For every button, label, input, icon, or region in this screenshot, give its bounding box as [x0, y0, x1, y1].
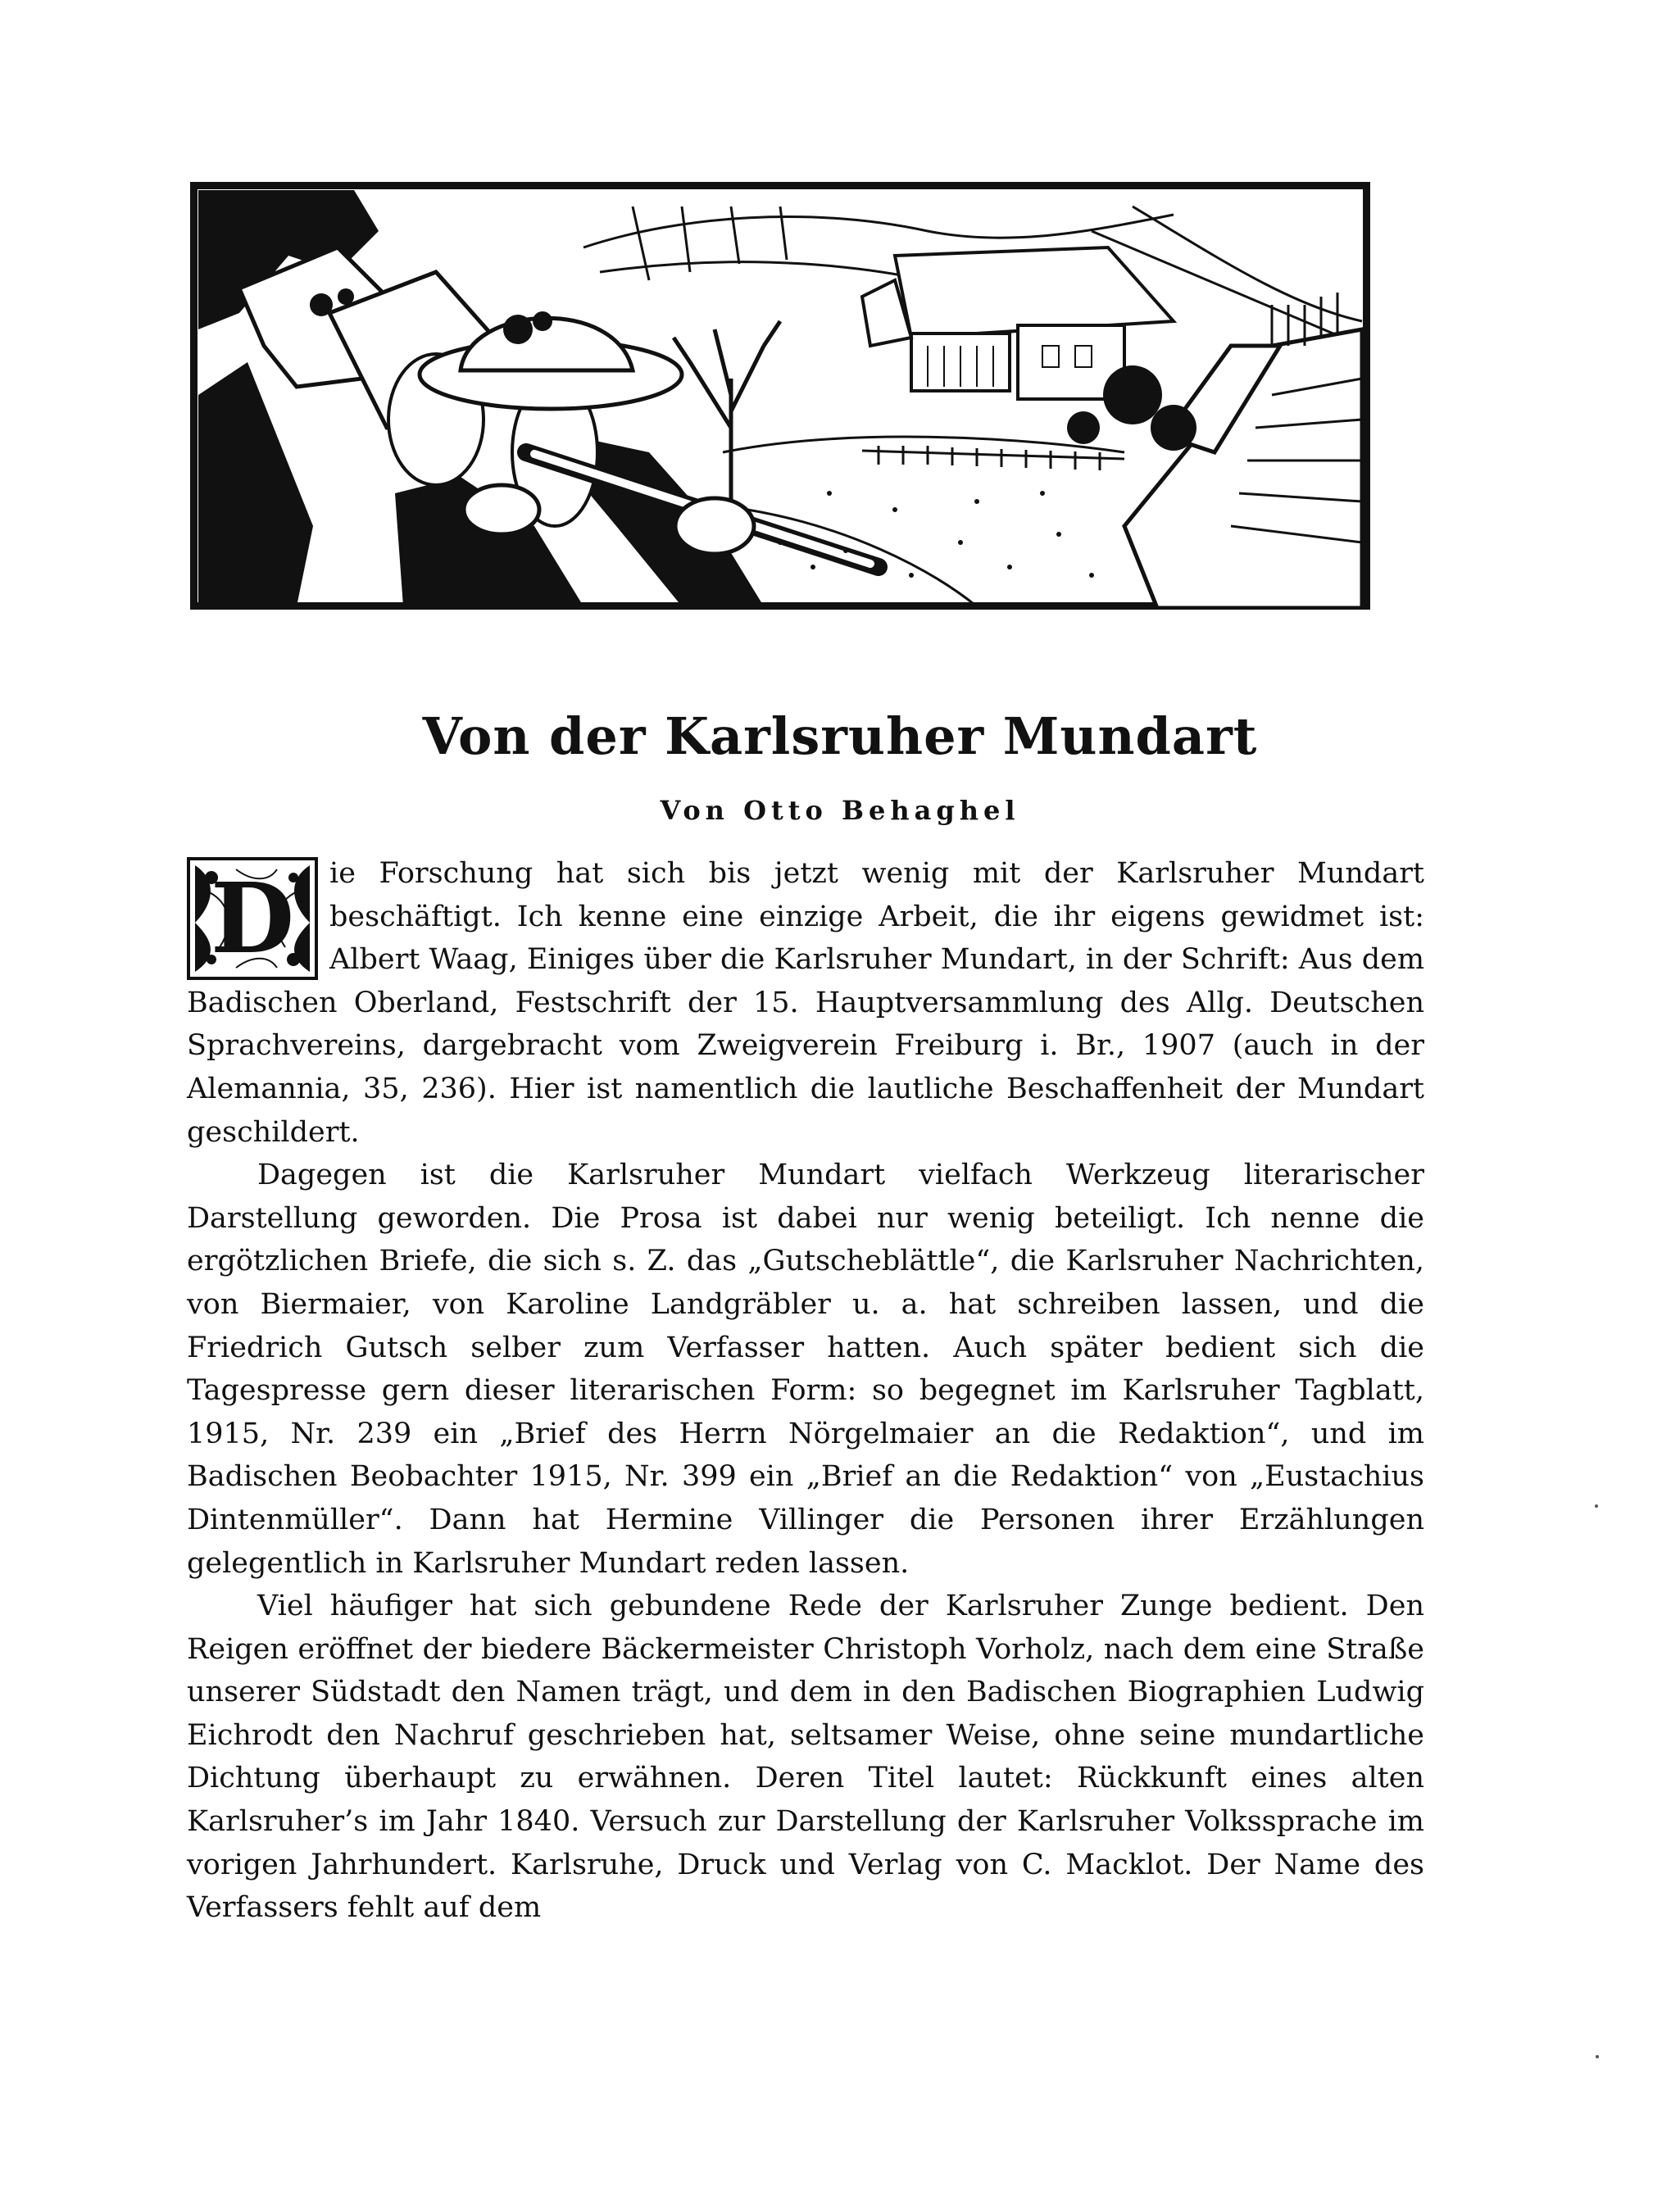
paragraph-3: Viel häufiger hat sich gebundene Rede der Karlsruher Zunge bedient. Den Reigen eröffnet der biedere Bäckermeister Christoph Vorholz, nach dem eine Straße unserer Südstadt den Namen trägt, und dem in den Badischen Biographien Ludwig Eichrodt den Nachruf geschrieben hat, seltsamer Weise, ohne seine mundartliche Dichtung überhaupt zu erwähnen. Deren Titel lautet: Rückkunft eines alten Karlsruher’s im Jahr 1840. Versuch zur Darstellung der Karlsruher Volkssprache im vorigen Jahrhundert. Karlsruhe, Druck und Verlag von C. Macklot. Der Name des Verfassers fehlt auf dem [187, 1590, 1424, 1925]
paragraph-1-text: ie Forschung hat sich bis jetzt wenig mit der Karlsruher Mundart beschäftigt. Ich kenne eine einzige Arbeit, die ihr eigens gewidmet ist: Albert Waag, Einiges über die Karlsruher Mundart, in der Schrift: Aus dem Badischen Oberland, Festschrift der 15. Hauptversammlung des Allg. Deutschen Sprachvereins, dargebracht vom Zweigverein Freiburg i. Br., 1907 (auch in der Alemannia, 35, 236). Hier ist namentlich die lautliche Beschaffenheit der Mundart geschildert. [187, 857, 1425, 1149]
margin-speck [1595, 1504, 1598, 1508]
article-title: Von der Karlsruher Mundart [422, 706, 1258, 766]
paragraph-2: Dagegen ist die Karlsruher Mundart vielfach Werkzeug literarischer Darstellung geworden. Die Prosa ist dabei nur wenig beteiligt. Ich nenne die ergötzlichen Briefe, die sich s. Z. das „Gutscheblättle“, die Karlsruher Nachrichten, von Biermaier, von Karoline Landgräbler u. a. hat schreiben lassen, und die Friedrich Gutsch selber zum Verfasser hatten. Auch später bedient sich die Tagespresse gern dieser literarischen Form: so begegnet im Karlsruher Tagblatt, 1915, Nr. 239 ein „Brief des Herrn Nörgelmaier an die Redaktion“, und im Badischen Beobachter 1915, Nr. 399 ein „Brief an die Redaktion“ von „Eustachius Dintenmüller“. Dann hat Hermine Villinger die Personen ihrer Erzählungen gelegentlich in Karlsruher Mundart reden lassen. [187, 1159, 1424, 1580]
article-body [187, 852, 1424, 1930]
header-illustration [190, 182, 1370, 610]
drop-cap-ornament [187, 857, 318, 980]
drop-cap-letter: D [210, 861, 295, 975]
margin-speck [1596, 2055, 1599, 2058]
paragraph-1 [187, 852, 1424, 1154]
article-byline: Von Otto Behaghel [660, 795, 1020, 826]
